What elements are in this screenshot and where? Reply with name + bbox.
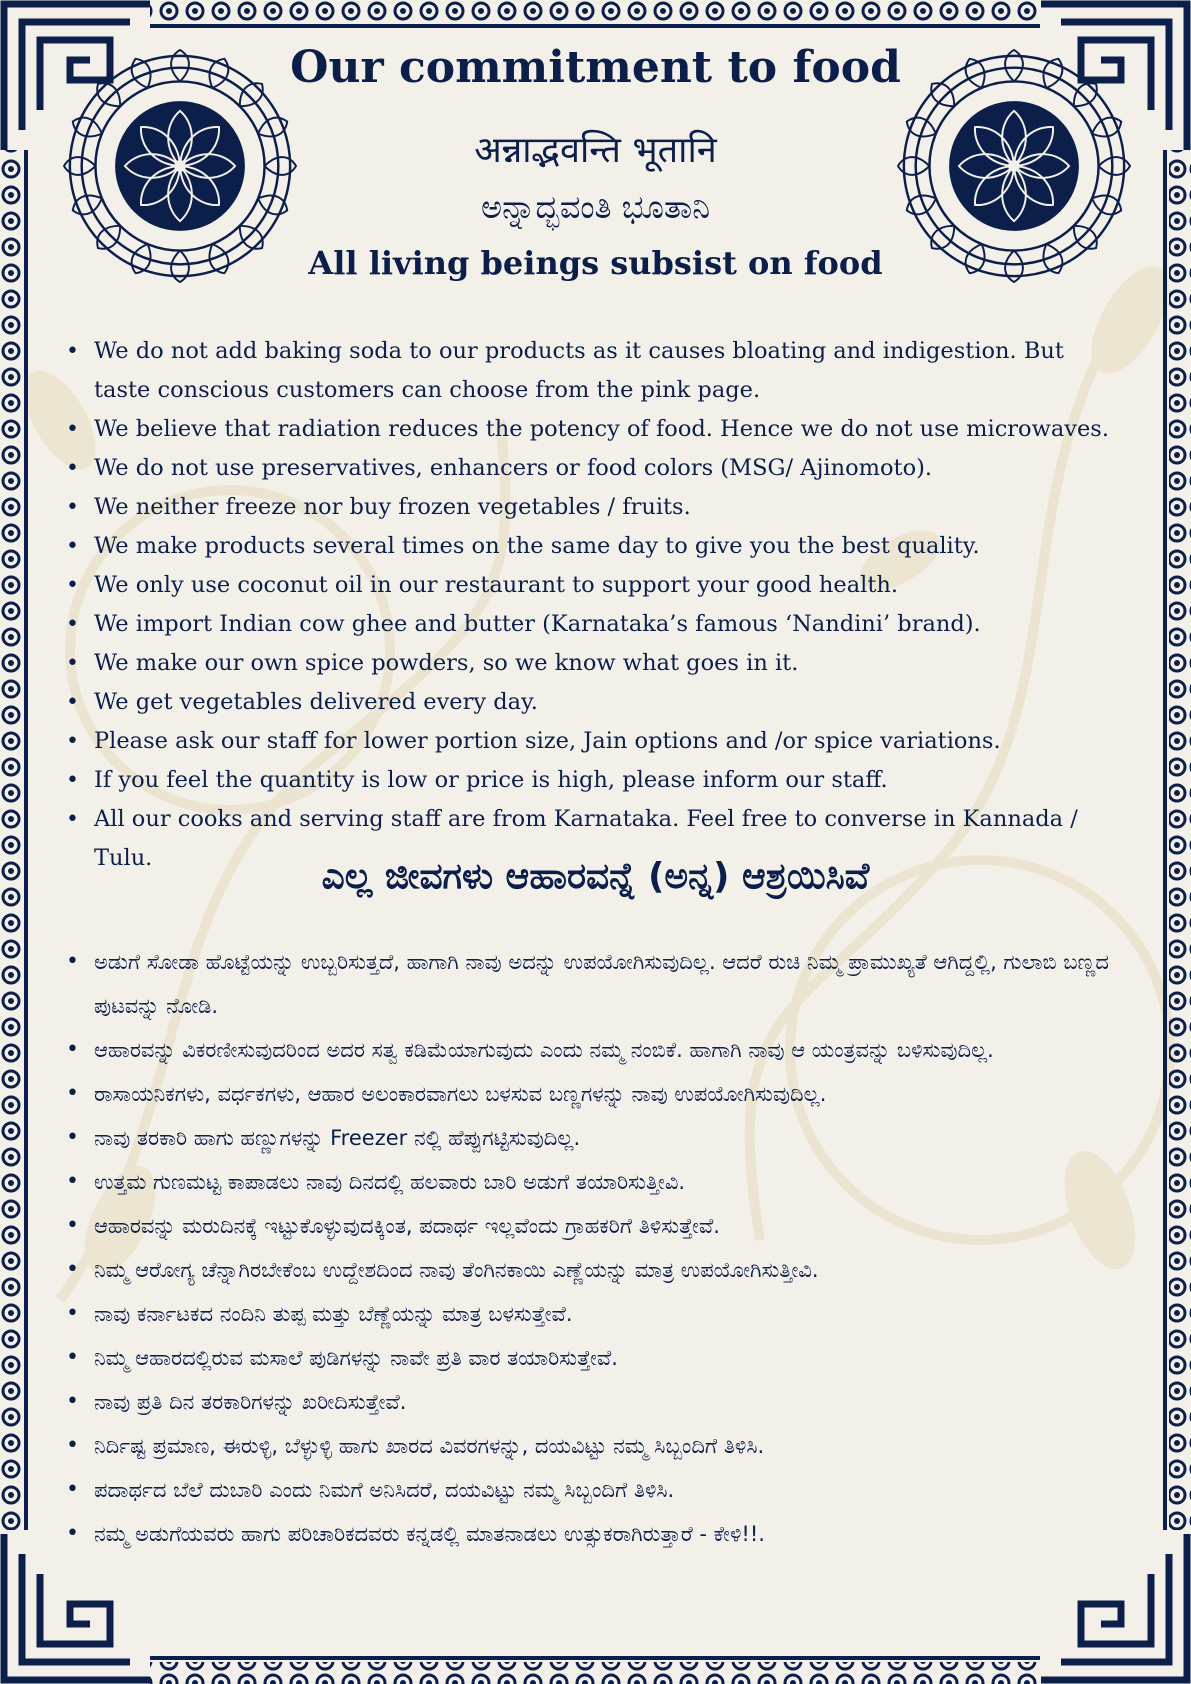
list-item: • We believe that radiation reduces the potency of food. Hence we do not use microwaves. (64, 410, 1124, 449)
list-item: • We make products several times on the same day to give you the best quality. (64, 527, 1124, 566)
list-item: • ರಾಸಾಯನಿಕಗಳು, ವರ್ಧಕಗಳು, ಆಹಾರ ಅಲಂಕಾರವಾಗಲು ಬಳಸುವ ಬಣ್ಣಗಳನ್ನು ನಾವು ಉಪಯೋಗಿಸುವುದಿಲ್ಲ. (64, 1072, 1154, 1116)
list-item: • We neither freeze nor buy frozen vegetables / fruits. (64, 488, 1124, 527)
list-item: • ಉತ್ತಮ ಗುಣಮಟ್ಟ ಕಾಪಾಡಲು ನಾವು ದಿನದಲ್ಲಿ ಹಲವಾರು ಬಾರಿ ಅಡುಗೆ ತಯಾರಿಸುತ್ತೀವಿ. (64, 1160, 1154, 1204)
list-item: • ನಾವು ಕರ್ನಾಟಕದ ನಂದಿನಿ ತುಪ್ಪ ಮತ್ತು ಬೆಣ್ಣೆಯನ್ನು ಮಾತ್ರ ಬಳಸುತ್ತೇವೆ. (64, 1292, 1154, 1336)
list-item: • ನಿರ್ದಿಷ್ಟ ಪ್ರಮಾಣ, ಈರುಳ್ಳಿ, ಬೆಳ್ಳುಳ್ಳಿ ಹಾಗು ಖಾರದ ವಿವರಗಳನ್ನು, ದಯವಿಟ್ಟು ನಮ್ಮ ಸಿಬ್ಬಂದಿಗೆ ತಿಳಿಸಿ. (64, 1424, 1154, 1468)
list-item: • We do not add baking soda to our products as it causes bloating and indigestion. But taste conscious customers can choose from the pink page. (64, 332, 1124, 410)
list-item: • ಅಡುಗೆ ಸೋಡಾ ಹೊಟ್ಟೆಯನ್ನು ಉಬ್ಬರಿಸುತ್ತದೆ, ಹಾಗಾಗಿ ನಾವು ಅದನ್ನು ಉಪಯೋಗಿಸುವುದಿಲ್ಲ. ಆದರೆ ರುಚಿ ನಿಮ್ಮ ಪ್ರಾಮುಖ್ಯತೆ ಆಗಿದ್ದಲ್ಲಿ, ಗುಲಾಬಿ ಬಣ್ಣದ ಪುಟವನ್ನು ನೋಡಿ. (64, 940, 1154, 1028)
kannada-verse: ಅನ್ನಾದ್ಭವಂತಿ ಭೂತಾನಿ (481, 188, 710, 226)
list-item: • We import Indian cow ghee and butter (Karnataka’s famous ‘Nandini’ brand). (64, 605, 1124, 644)
verse-translation: All living beings subsist on food (308, 244, 883, 282)
list-item: • ಆಹಾರವನ್ನು ಮರುದಿನಕ್ಕೆ ಇಟ್ಟುಕೊಳ್ಳುವುದಕ್ಕಿಂತ, ಪದಾರ್ಥ ಇಲ್ಲವೆಂದು ಗ್ರಾಹಕರಿಗೆ ತಿಳಿಸುತ್ತೇವೆ. (64, 1204, 1154, 1248)
list-item: • ನಾವು ತರಕಾರಿ ಹಾಗು ಹಣ್ಣುಗಳನ್ನು Freezer ನಲ್ಲಿ ಹೆಪ್ಪುಗಟ್ಟಿಸುವುದಿಲ್ಲ. (64, 1116, 1154, 1160)
list-item: • ನಿಮ್ಮ ಆಹಾರದಲ್ಲಿರುವ ಮಸಾಲೆ ಪುಡಿಗಳನ್ನು ನಾವೇ ಪ್ರತಿ ವಾರ ತಯಾರಿಸುತ್ತೇವೆ. (64, 1336, 1154, 1380)
list-item: • We get vegetables delivered every day. (64, 683, 1124, 722)
list-item: • If you feel the quantity is low or price is high, please inform our staff. (64, 761, 1124, 800)
english-commitment-list (64, 332, 1124, 878)
list-item: • ನಿಮ್ಮ ಆರೋಗ್ಯ ಚೆನ್ನಾಗಿರಬೇಕೆಂಬ ಉದ್ದೇಶದಿಂದ ನಾವು ತೆಂಗಿನಕಾಯಿ ಎಣ್ಣೆಯನ್ನು ಮಾತ್ರ ಉಪಯೋಗಿಸುತ್ತೀವಿ. (64, 1248, 1154, 1292)
list-item: • ನಮ್ಮ ಅಡುಗೆಯವರು ಹಾಗು ಪರಿಚಾರಿಕದವರು ಕನ್ನಡಲ್ಲಿ ಮಾತನಾಡಲು ಉತ್ಸುಕರಾಗಿರುತ್ತಾರೆ - ಕೇಳಿ!!. (64, 1512, 1154, 1556)
list-item: • ನಾವು ಪ್ರತಿ ದಿನ ತರಕಾರಿಗಳನ್ನು ಖರೀದಿಸುತ್ತೇವೆ. (64, 1380, 1154, 1424)
list-item: • ಆಹಾರವನ್ನು ವಿಕರಣೀಸುವುದರಿಂದ ಅದರ ಸತ್ವ ಕಡಿಮೆಯಾಗುವುದು ಎಂದು ನಮ್ಮ ನಂಬಿಕೆ. ಹಾಗಾಗಿ ನಾವು ಆ ಯಂತ್ರವನ್ನು ಬಳಿಸುವುದಿಲ್ಲ. (64, 1028, 1154, 1072)
list-item: • Please ask our staff for lower portion size, Jain options and /or spice variations. (64, 722, 1124, 761)
kannada-commitment-list (64, 940, 1154, 1556)
list-item: • ಪದಾರ್ಥದ ಬೆಲೆ ದುಬಾರಿ ಎಂದು ನಿಮಗೆ ಅನಿಸಿದರೆ, ದಯವಿಟ್ಟು ನಮ್ಮ ಸಿಬ್ಬಂದಿಗೆ ತಿಳಿಸಿ. (64, 1468, 1154, 1512)
list-item: • We do not use preservatives, enhancers or food colors (MSG/ Ajinomoto). (64, 449, 1124, 488)
kannada-section-heading: ಎಲ್ಲ ಜೀವಗಳು ಆಹಾರವನ್ನೆ (ಅನ್ನ) ಆಶ್ರಯಿಸಿವೆ (321, 856, 870, 897)
page-title: Our commitment to food (290, 42, 901, 93)
sanskrit-verse: अन्नाद्भवन्ति भूतानि (474, 130, 717, 171)
list-item: • All our cooks and serving staff are from Karnataka. Feel free to converse in Kannada / Tulu. (64, 800, 1124, 878)
list-item: • We make our own spice powders, so we know what goes in it. (64, 644, 1124, 683)
list-item: • We only use coconut oil in our restaurant to support your good health. (64, 566, 1124, 605)
